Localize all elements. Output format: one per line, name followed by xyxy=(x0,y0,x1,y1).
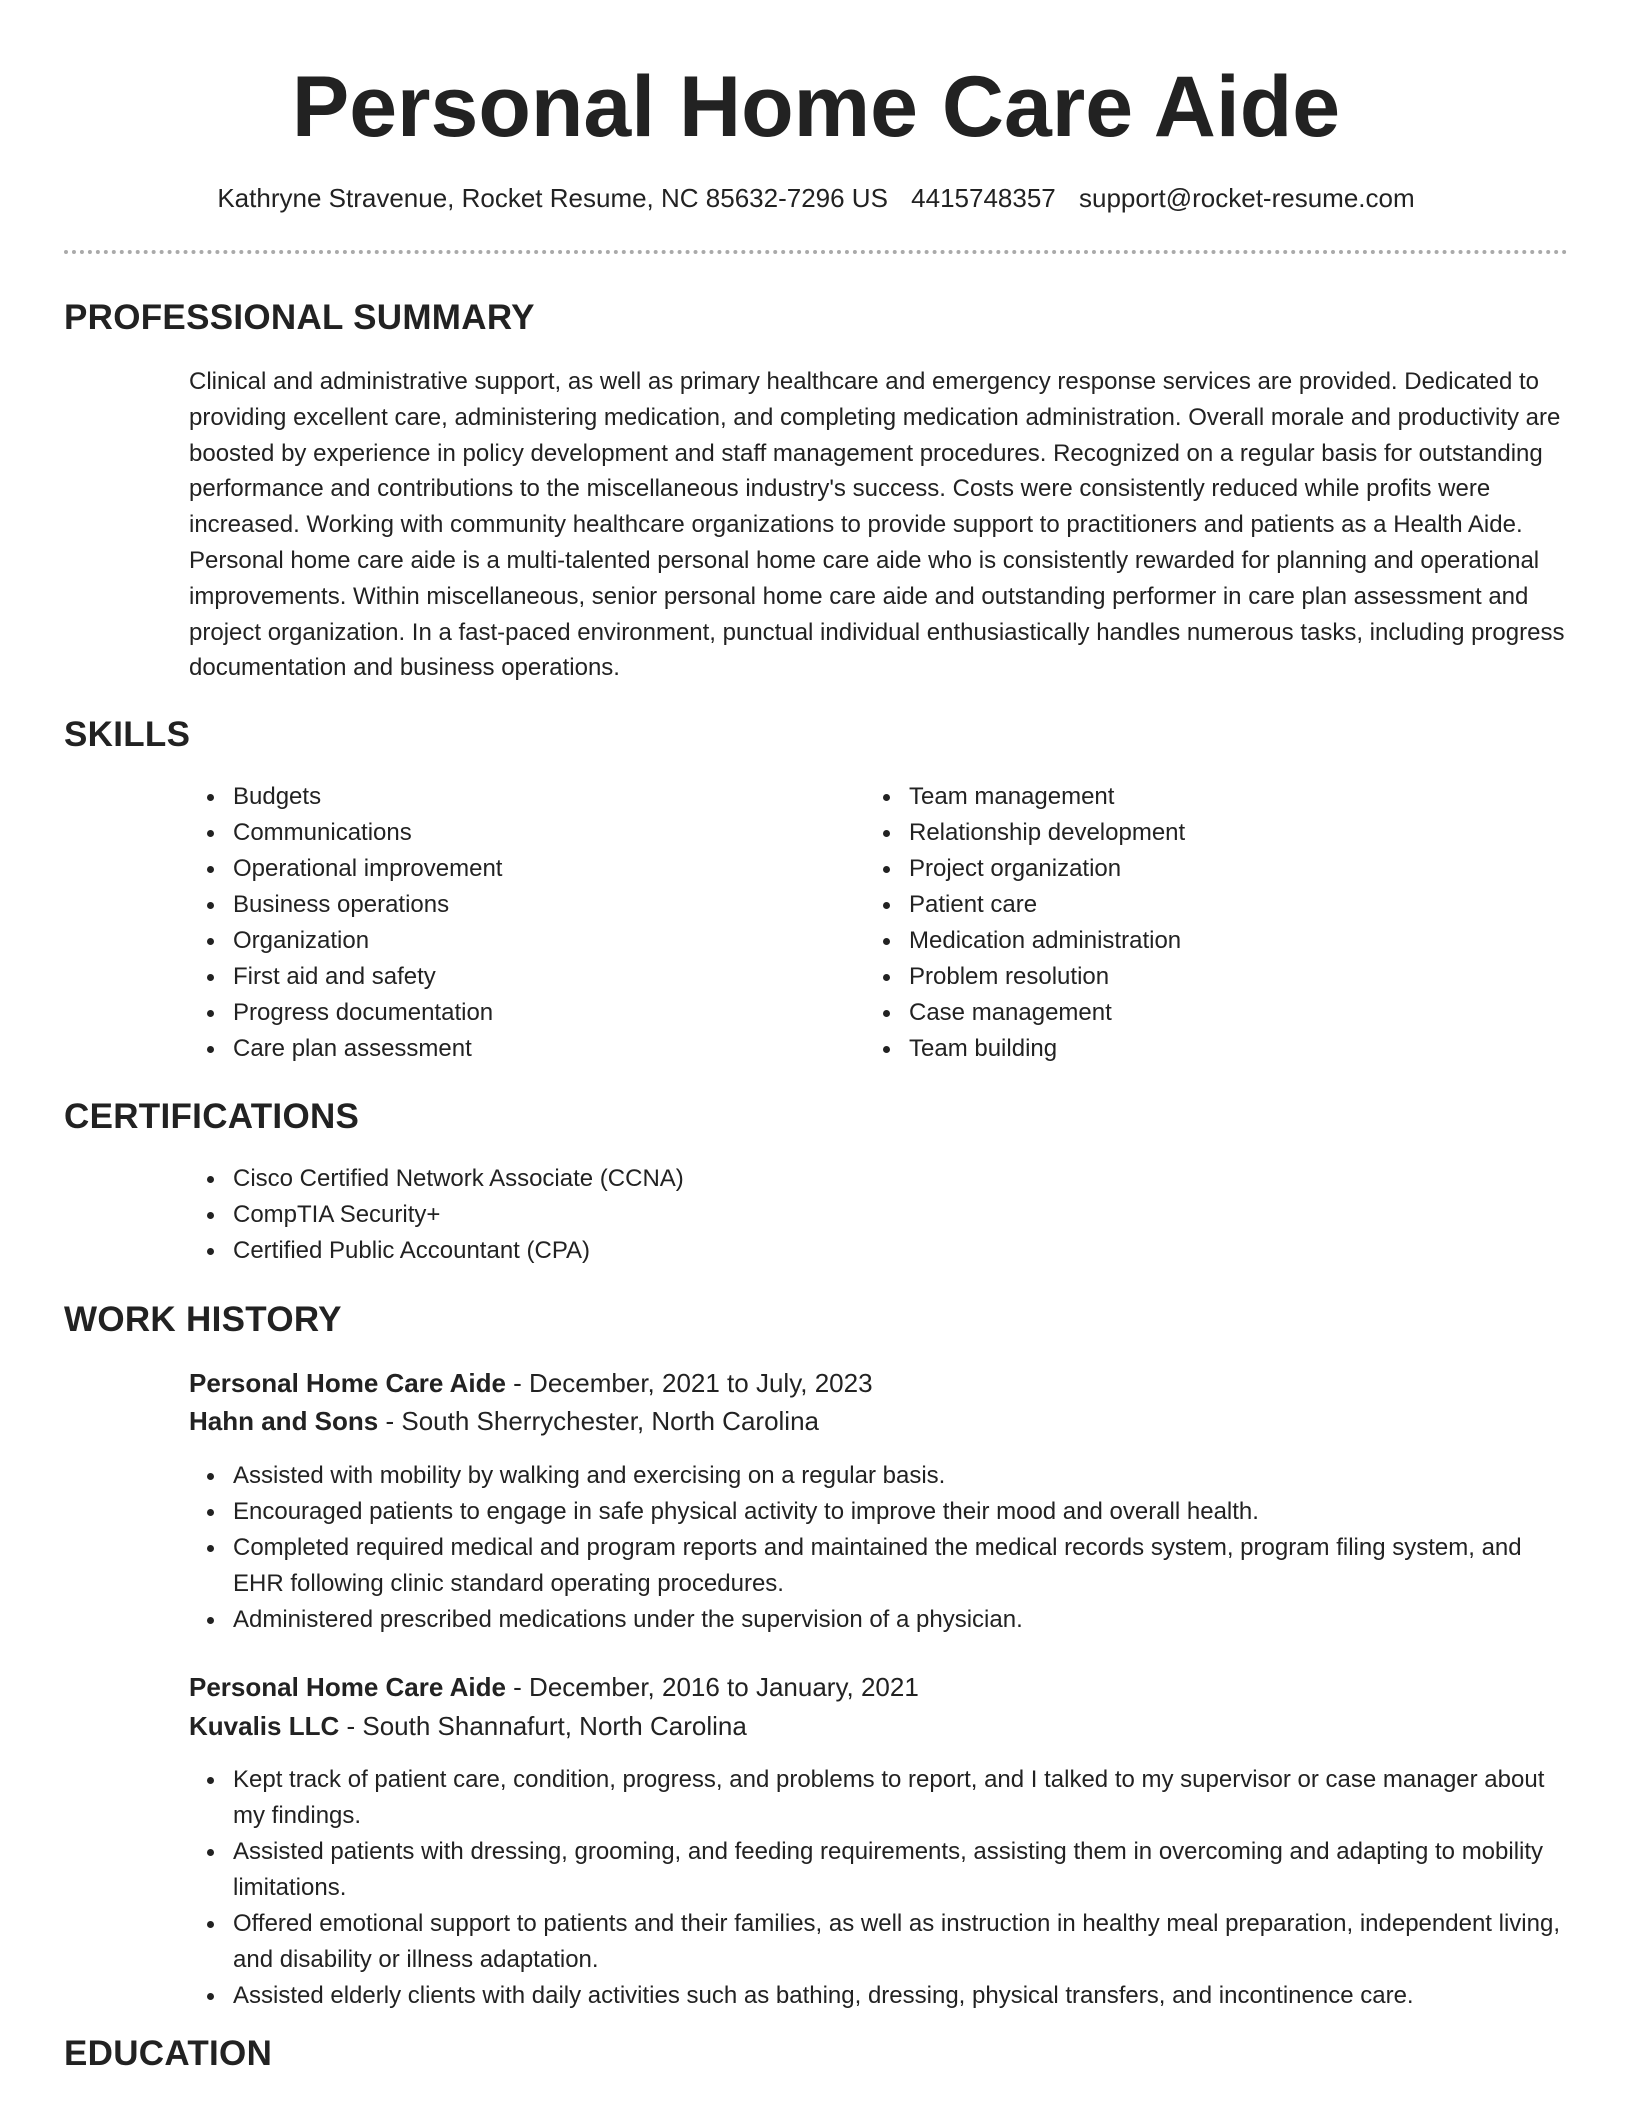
skill-item: Budgets xyxy=(189,779,789,815)
skill-item: Team building xyxy=(865,1031,1465,1067)
job-location: - South Shannafurt, North Carolina xyxy=(339,1711,747,1741)
job-bullets xyxy=(189,1458,1569,1638)
job-bullet: Assisted patients with dressing, grooming, and feeding requirements, assisting them in overcoming and adapting to mobility limitations. xyxy=(189,1834,1569,1906)
job-location: - South Sherrychester, North Carolina xyxy=(378,1406,820,1436)
certification-item: Cisco Certified Network Associate (CCNA) xyxy=(189,1161,1489,1197)
job-bullet: Assisted with mobility by walking and exercising on a regular basis. xyxy=(189,1458,1569,1494)
job-company: Hahn and Sons xyxy=(189,1406,379,1436)
section-title-work-history: WORK HISTORY xyxy=(64,1300,342,1339)
contact-email: support@rocket-resume.com xyxy=(1079,183,1415,213)
skill-item: Problem resolution xyxy=(865,959,1465,995)
job-dates: - December, 2021 to July, 2023 xyxy=(505,1368,873,1398)
skill-item: Patient care xyxy=(865,887,1465,923)
job-bullet: Kept track of patient care, condition, progress, and problems to report, and I talked to my supervisor or case manager about my findings. xyxy=(189,1762,1569,1834)
contact-phone: 4415748357 xyxy=(911,183,1056,213)
skill-item: Communications xyxy=(189,815,789,851)
skill-item: Care plan assessment xyxy=(189,1031,789,1067)
certification-item: Certified Public Accountant (CPA) xyxy=(189,1233,1489,1269)
section-title-education: EDUCATION xyxy=(64,2034,273,2073)
section-title-skills: SKILLS xyxy=(64,715,191,754)
section-title-certifications: CERTIFICATIONS xyxy=(64,1097,360,1136)
skill-item: Relationship development xyxy=(865,815,1465,851)
candidate-name: Personal Home Care Aide xyxy=(291,59,1341,155)
skills-list-left xyxy=(189,779,789,1067)
job-bullet: Encouraged patients to engage in safe physical activity to improve their mood and overall health. xyxy=(189,1494,1569,1530)
summary-text: Clinical and administrative support, as well as primary healthcare and emergency response services are provided. Dedicated to providing excellent care, administering medication, and completing medication administration. Overall morale and productivity are boosted by experience in policy development and staff management procedures. Recognized on a regular basis for outstanding performance and contributions to the miscellaneous industry's success. Costs were consistently reduced while profits were increased. Working with community healthcare organizations to provide support to practitioners and patients as a Health Aide. Personal home care aide is a multi-talented personal home care aide who is consistently rewarded for planning and operational improvements. Within miscellaneous, senior personal home care aide and outstanding performer in care plan assessment and project organization. In a fast-paced environment, punctual individual enthusiastically handles numerous tasks, including progress documentation and business operations. xyxy=(189,368,1565,682)
job-bullet: Offered emotional support to patients and their families, as well as instruction in healthy meal preparation, independent living, and disability or illness adaptation. xyxy=(189,1906,1569,1978)
skill-item: Business operations xyxy=(189,887,789,923)
skill-item: Case management xyxy=(865,995,1465,1031)
job-bullet: Administered prescribed medications under the supervision of a physician. xyxy=(189,1602,1569,1638)
job-company: Kuvalis LLC xyxy=(189,1711,340,1741)
skill-item: Project organization xyxy=(865,851,1465,887)
contact-line xyxy=(0,180,1632,216)
skill-item: Team management xyxy=(865,779,1465,815)
job-bullets xyxy=(189,1762,1569,2014)
job-company-line xyxy=(189,1402,819,1440)
header-divider xyxy=(64,250,1568,254)
job-company-line xyxy=(189,1707,747,1745)
section-title-summary: PROFESSIONAL SUMMARY xyxy=(64,298,535,337)
job-dates: - December, 2016 to January, 2021 xyxy=(505,1672,919,1702)
job-bullet: Completed required medical and program reports and maintained the medical records system, program filing system, and EHR following clinic standard operating procedures. xyxy=(189,1530,1569,1602)
skill-item: First aid and safety xyxy=(189,959,789,995)
certifications-list xyxy=(189,1161,1489,1269)
job-title-line xyxy=(189,1364,873,1402)
skill-item: Medication administration xyxy=(865,923,1465,959)
job-role: Personal Home Care Aide xyxy=(189,1368,506,1398)
job-title-line xyxy=(189,1668,919,1706)
job-bullet: Assisted elderly clients with daily activities such as bathing, dressing, physical transfers, and incontinence care. xyxy=(189,1978,1569,2014)
skill-item: Operational improvement xyxy=(189,851,789,887)
skill-item: Progress documentation xyxy=(189,995,789,1031)
certification-item: CompTIA Security+ xyxy=(189,1197,1489,1233)
skill-item: Organization xyxy=(189,923,789,959)
skills-list-right xyxy=(865,779,1465,1067)
contact-address: Kathryne Stravenue, Rocket Resume, NC 85632-7296 US xyxy=(217,183,888,213)
job-role: Personal Home Care Aide xyxy=(189,1672,506,1702)
